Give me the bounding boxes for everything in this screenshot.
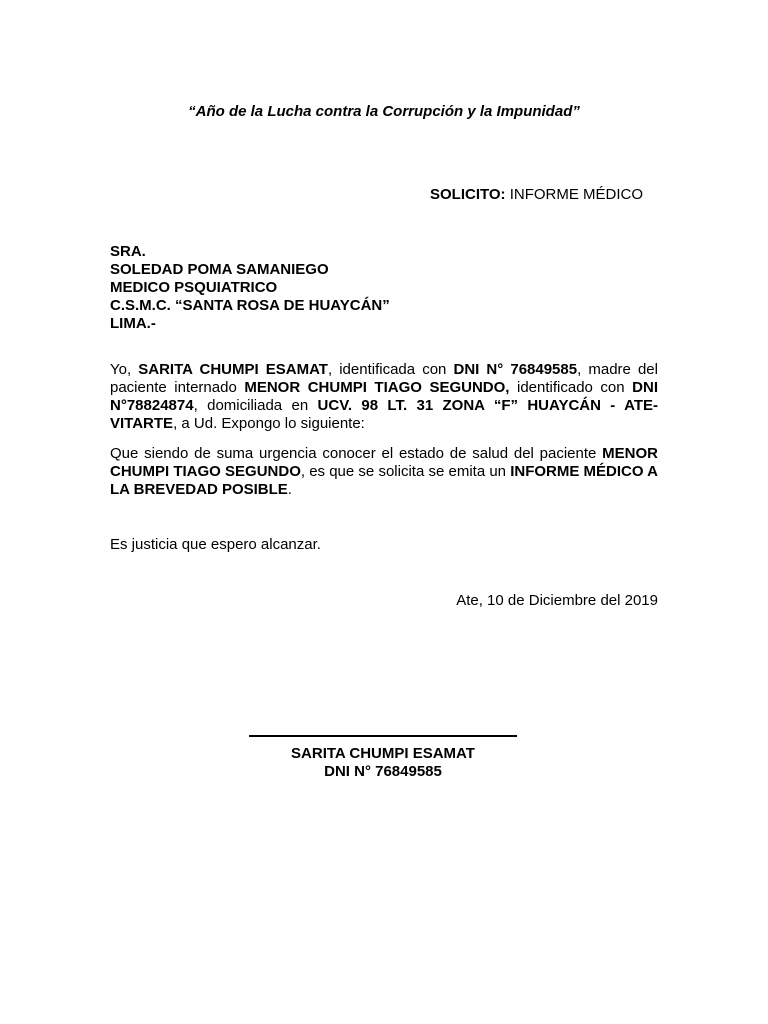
request-value: INFORME MÉDICO: [505, 186, 644, 203]
text-run: , madre del paciente internado: [110, 361, 658, 396]
applicant-address: UCV. 98 LT. 31 ZONA “F” HUAYCÁN - ATE-VITARTE: [110, 397, 658, 432]
patient-name: MENOR CHUMPI TIAGO SEGUNDO,: [244, 379, 510, 396]
text-run: , a Ud. Expongo lo siguiente:: [173, 415, 365, 432]
patient-dni: DNI N°78824874: [110, 379, 658, 414]
signature-block: [249, 745, 517, 781]
signer-dni: DNI N° 76849585: [324, 763, 442, 780]
closing-sentence: Es justicia que espero alcanzar.: [110, 536, 321, 553]
addressee-block: [110, 243, 390, 333]
document-date: Ate, 10 de Diciembre del 2019: [456, 592, 658, 609]
signer-name: SARITA CHUMPI ESAMAT: [291, 745, 475, 762]
applicant-name: SARITA CHUMPI ESAMAT: [138, 361, 328, 378]
patient-name: MENOR CHUMPI TIAGO SEGUNDO: [110, 445, 658, 480]
text-run: Yo,: [110, 361, 139, 378]
addressee-name: SOLEDAD POMA SAMANIEGO: [110, 261, 329, 278]
text-run: identificado con: [509, 379, 633, 396]
addressee-title: SRA.: [110, 243, 146, 260]
addressee-position: MEDICO PSQUIATRICO: [110, 279, 278, 296]
body-paragraph-1: [110, 361, 658, 433]
addressee-city: LIMA.-: [110, 315, 156, 332]
year-motto: “Año de la Lucha contra la Corrupción y la Impunidad”: [188, 103, 580, 120]
text-run: , es que se solicita se emita un: [300, 463, 511, 480]
body-paragraph-2: [110, 445, 658, 499]
text-run: Que siendo de suma urgencia conocer el estado de salud del paciente: [110, 445, 603, 462]
signature-line: [249, 735, 517, 737]
text-run: .: [287, 481, 292, 498]
request-subject: [430, 186, 643, 203]
applicant-dni: DNI N° 76849585: [453, 361, 578, 378]
text-run: , domiciliada en: [193, 397, 318, 414]
request-label: SOLICITO:: [430, 186, 506, 203]
request-detail: INFORME MÉDICO A LA BREVEDAD POSIBLE: [110, 463, 658, 498]
addressee-institution: C.S.M.C. “SANTA ROSA DE HUAYCÁN”: [110, 297, 390, 314]
text-run: , identificada con: [327, 361, 454, 378]
